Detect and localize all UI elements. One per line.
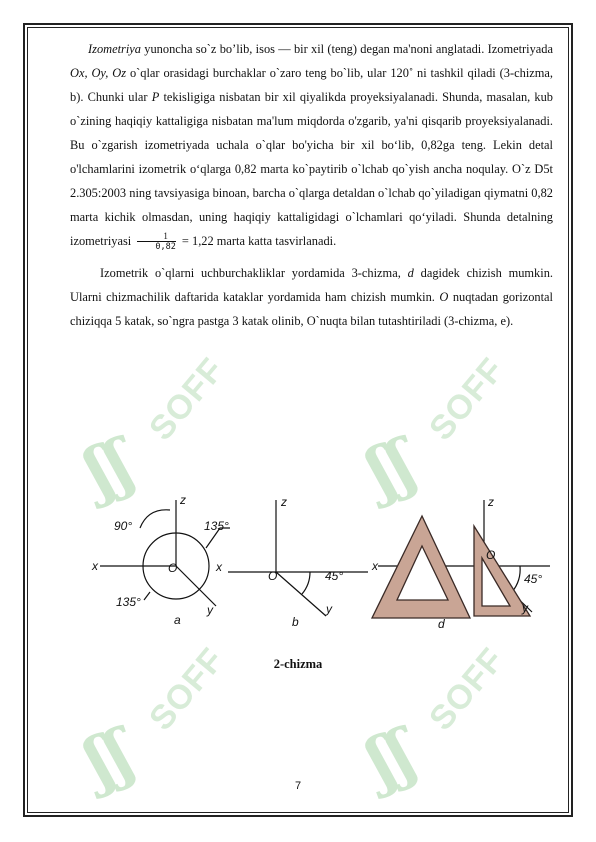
fig-b-angle-45: 45° — [325, 569, 344, 583]
fig-a-o-label: O — [168, 561, 178, 575]
watermark-logo-icon: ʃʃ — [76, 425, 142, 510]
set-squares — [372, 516, 530, 618]
paragraph-isometry-definition: Izometriya yunoncha so`z bo’lib, isos — bir xil (teng) degan ma'noni anglatadi. Izometriyada Ox, Oy, Oz o`qlar orasidagi burchaklar o`zaro teng bo`lib, ular 120˚ ni tashkil qiladi (3-chizma, b). Chunki ular P tekisligiga nisbatan bir xil qiyalikda proyeksiyalanadi. Shunda, masalan, kub o`zining haqiqiy kattaligiga nisbatan ma'lum miqdorda o'zgarib, ya'ni qisqarib proyeksiyalanadi. Bu o`zgarish izometriyada uchala o`qlar bo'yicha bir xil bo‘lib, 0,82ga teng. Lekin detal o'lchamlarini izometrik o‘qlarga 0,82 marta ko`paytirib o`lchab qo`yish ancha noqulay. O`z D5t 2.305:2003 ning tavsiyasiga binoan, barcha o`qlarga detaldan o`lchab qo`yiladigan qiymatni 0,82 marta kichik olmasdan, uning haqiqiy kattaligidagi o`lchamlari qo‘yiladi. Shunda detalning izometriyasi $\frac{1}{0,82}$ = 1,22 marta katta tasvirlanadi. — [70, 42, 554, 252]
watermark-logo-icon: ʃʃ — [358, 715, 424, 800]
fig-b-x-label: x — [216, 560, 222, 574]
watermark-logo-icon: SOFF — [421, 350, 512, 448]
fig-b-caption: b — [292, 615, 299, 629]
fig-a-leader-90 — [140, 510, 170, 528]
figure-caption: 2-chizma — [273, 657, 323, 671]
fig-a-x-label: x — [92, 559, 98, 573]
fraction-1-over-082: $\frac{1}{0,82}$ — [137, 231, 175, 252]
fig-d-angle-45: 45° — [524, 572, 543, 586]
figure-isometric-axes — [70, 488, 560, 638]
fig-a-caption: a — [174, 613, 181, 627]
fig-a-angle-135-bottom: 135° — [116, 595, 141, 609]
watermark-logo-icon: SOFF — [421, 640, 512, 738]
fig-b-y-label: y — [326, 602, 332, 616]
term-izometriya: Izometriya — [88, 42, 141, 56]
plane-name: P — [151, 90, 160, 104]
watermark-logo-icon: ʃʃ — [358, 425, 424, 510]
fig-d-o-label: O — [486, 548, 496, 562]
watermark-logo-icon: SOFF — [141, 350, 232, 448]
axes-names: Ox, Oy, Oz — [70, 66, 127, 80]
fig-a-y-axis — [176, 566, 216, 606]
watermark-logo-icon: SOFF — [141, 640, 232, 738]
fig-a-leader-135-bottom — [144, 592, 150, 600]
watermark-logo-icon: ʃʃ — [76, 715, 142, 800]
fig-d-y-label: y — [522, 601, 528, 615]
figure-svg — [70, 488, 560, 638]
fig-b-z-label: z — [281, 495, 287, 509]
fig-b-y-axis — [276, 572, 326, 616]
fig-d-z-label: z — [488, 495, 494, 509]
fig-a-y-label: y — [207, 603, 213, 617]
fig-a-angle-90: 90° — [114, 519, 133, 533]
fig-d-x-label: x — [372, 559, 378, 573]
page-text — [70, 37, 553, 333]
paragraph-drawing-axes: Izometrik o`qlarni uchburchakliklar yordamida 3-chizma, d dagidek chizish mumkin. Ularni chizmachilik daftarida kataklar yordamida ham chizish mumkin. O nuqtadan gorizontal chiziqqa 5 katak, so`ngra pastga 3 katak olinib, O`nuqta bilan tutashtiriladi (3-chizma, e). — [70, 266, 553, 328]
fig-d-caption: d — [438, 617, 445, 631]
fig-b-angle-arc — [302, 572, 310, 594]
fig-a-angle-135-top: 135° — [204, 519, 229, 533]
fig-b-o-label: O — [268, 569, 278, 583]
fig-a-z-label: z — [180, 493, 186, 507]
page-number: 7 — [294, 780, 302, 792]
